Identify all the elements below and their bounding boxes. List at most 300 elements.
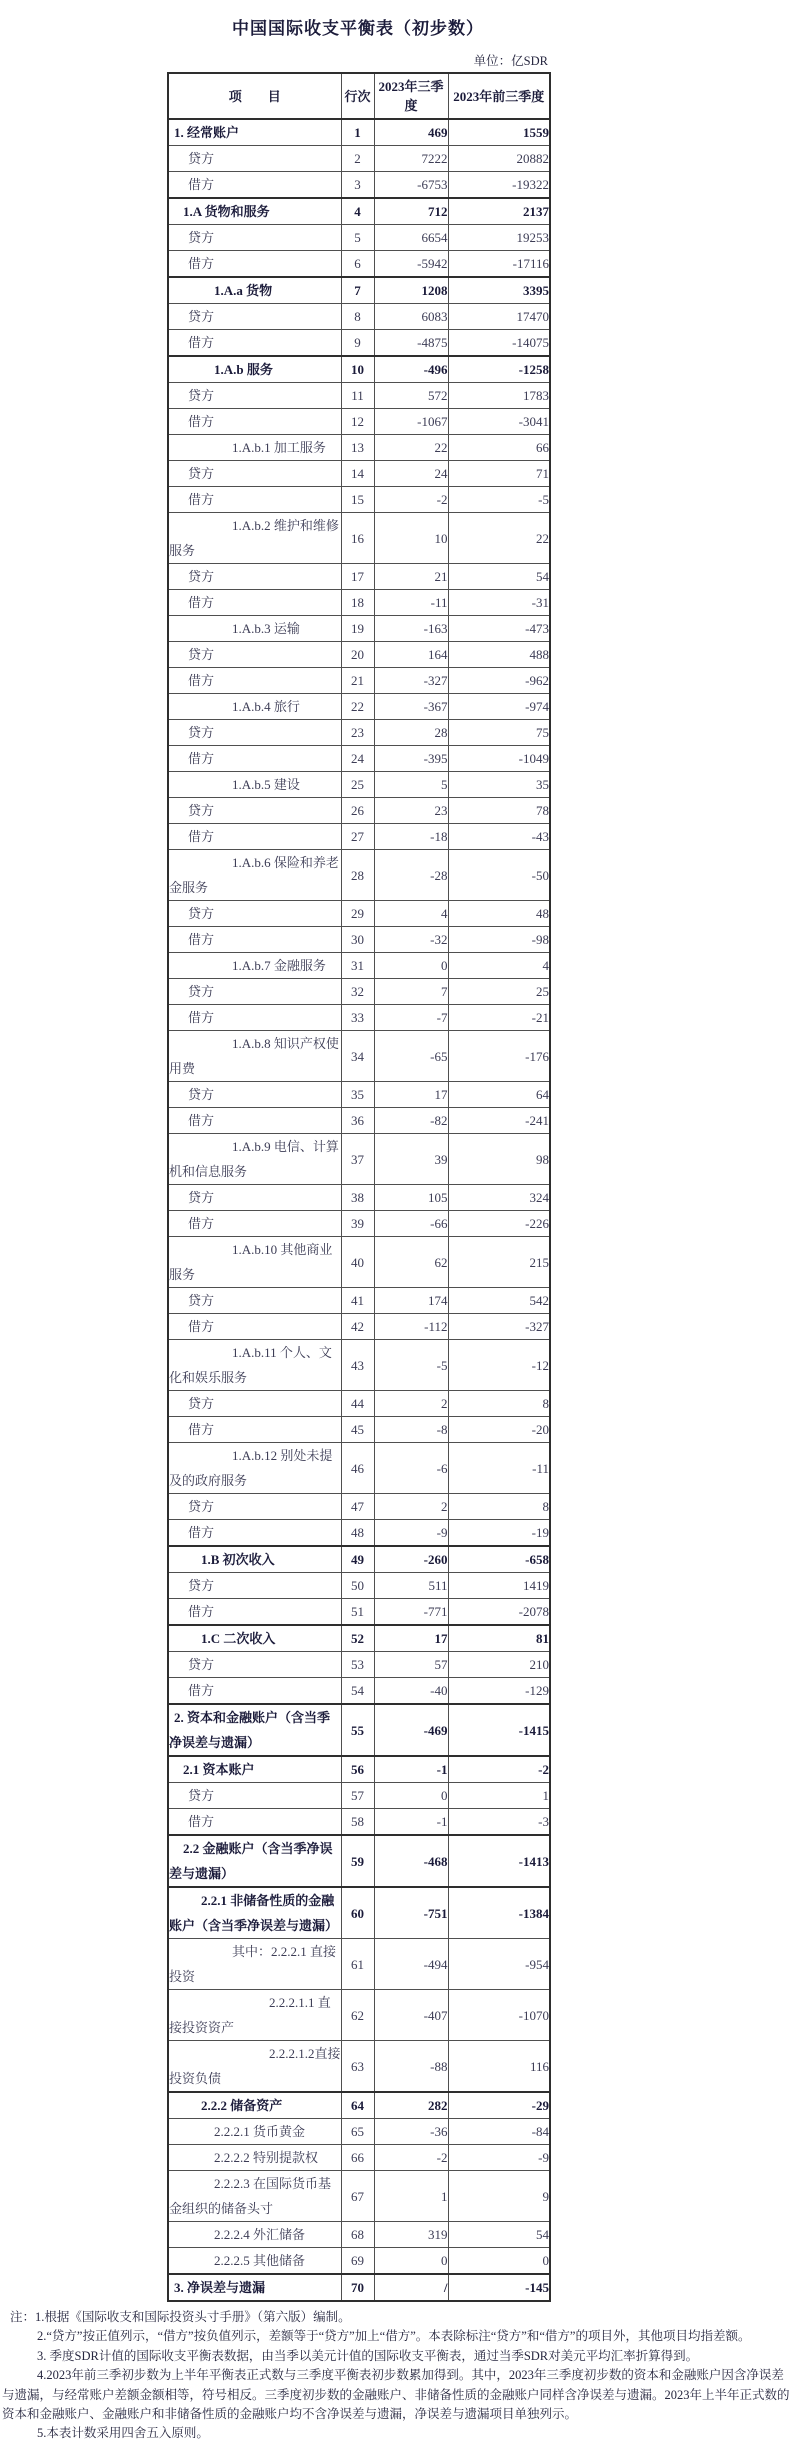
ytd-value-cell: -176: [448, 1031, 550, 1082]
table-row: [168, 1134, 550, 1185]
ytd-value-cell: -98: [448, 927, 550, 953]
table-row: [168, 1237, 550, 1288]
line-cell: 29: [341, 901, 374, 927]
ytd-value-cell: 81: [448, 1625, 550, 1652]
item-cell: 借方: [168, 746, 341, 772]
q3-value-cell: -327: [374, 668, 448, 694]
item-cell: 借方: [168, 1678, 341, 1705]
ytd-value-cell: -1070: [448, 1990, 550, 2041]
item-cell: 1.A.b.9 电信、计算机和信息服务: [168, 1134, 341, 1185]
line-cell: 25: [341, 772, 374, 798]
line-cell: 37: [341, 1134, 374, 1185]
table-row: [168, 1990, 550, 2041]
line-cell: 30: [341, 927, 374, 953]
ytd-value-cell: -2078: [448, 1599, 550, 1626]
ytd-value-cell: -21: [448, 1005, 550, 1031]
ytd-value-cell: 2137: [448, 198, 550, 225]
ytd-value-cell: -5: [448, 487, 550, 513]
table-row: [168, 2248, 550, 2275]
ytd-value-cell: 8: [448, 1391, 550, 1417]
ytd-value-cell: 1: [448, 1783, 550, 1809]
line-cell: 16: [341, 513, 374, 564]
line-cell: 58: [341, 1809, 374, 1836]
q3-value-cell: 62: [374, 1237, 448, 1288]
line-cell: 32: [341, 979, 374, 1005]
ytd-value-cell: -20: [448, 1417, 550, 1443]
table-row: [168, 277, 550, 304]
table-row: [168, 356, 550, 383]
ytd-value-cell: -145: [448, 2274, 550, 2301]
line-cell: 42: [341, 1314, 374, 1340]
line-cell: 26: [341, 798, 374, 824]
table-row: [168, 2119, 550, 2145]
ytd-value-cell: 1559: [448, 119, 550, 146]
column-header-ytd: 2023年前三季度: [448, 73, 550, 119]
table-row: [168, 1756, 550, 1783]
q3-value-cell: 0: [374, 1783, 448, 1809]
q3-value-cell: -5942: [374, 251, 448, 278]
table-row: [168, 1520, 550, 1547]
item-cell: 贷方: [168, 979, 341, 1005]
ytd-value-cell: 542: [448, 1288, 550, 1314]
table-row: [168, 850, 550, 901]
ytd-value-cell: 22: [448, 513, 550, 564]
item-cell: 1.A.b.6 保险和养老金服务: [168, 850, 341, 901]
ytd-value-cell: -1258: [448, 356, 550, 383]
q3-value-cell: -6753: [374, 172, 448, 199]
q3-value-cell: -494: [374, 1939, 448, 1990]
item-cell: 借方: [168, 824, 341, 850]
item-cell: 借方: [168, 487, 341, 513]
footnote: 5.本表计数采用四舍五入原则。: [37, 2426, 209, 2441]
table-row: [168, 901, 550, 927]
line-cell: 13: [341, 435, 374, 461]
q3-value-cell: 1208: [374, 277, 448, 304]
line-cell: 70: [341, 2274, 374, 2301]
table-row: [168, 1809, 550, 1836]
line-cell: 64: [341, 2092, 374, 2119]
table-header-row: [168, 73, 550, 119]
table-row: [168, 1314, 550, 1340]
line-cell: 6: [341, 251, 374, 278]
line-cell: 10: [341, 356, 374, 383]
q3-value-cell: 5: [374, 772, 448, 798]
line-cell: 18: [341, 590, 374, 616]
item-cell: 贷方: [168, 461, 341, 487]
q3-value-cell: -468: [374, 1835, 448, 1887]
item-cell: 1.A 货物和服务: [168, 198, 341, 225]
table-row: [168, 1704, 550, 1756]
ytd-value-cell: -31: [448, 590, 550, 616]
item-cell: 借方: [168, 409, 341, 435]
q3-value-cell: -65: [374, 1031, 448, 1082]
item-cell: 2.2.2.4 外汇储备: [168, 2222, 341, 2248]
q3-value-cell: 174: [374, 1288, 448, 1314]
table-row: [168, 146, 550, 172]
q3-value-cell: -9: [374, 1520, 448, 1547]
table-row: [168, 119, 550, 146]
q3-value-cell: -4875: [374, 330, 448, 357]
ytd-value-cell: 9: [448, 2171, 550, 2222]
table-row: [168, 383, 550, 409]
table-row: [168, 1939, 550, 1990]
ytd-value-cell: -327: [448, 1314, 550, 1340]
unit-label: 单位：亿SDR: [473, 54, 548, 68]
column-header-q3: 2023年三季度: [374, 73, 448, 119]
line-cell: 31: [341, 953, 374, 979]
item-cell: 1.A.b.4 旅行: [168, 694, 341, 720]
table-row: [168, 642, 550, 668]
ytd-value-cell: 66: [448, 435, 550, 461]
q3-value-cell: -2: [374, 2145, 448, 2171]
ytd-value-cell: -50: [448, 850, 550, 901]
ytd-value-cell: -962: [448, 668, 550, 694]
q3-value-cell: 7222: [374, 146, 448, 172]
table-row: [168, 1678, 550, 1705]
ytd-value-cell: -43: [448, 824, 550, 850]
item-cell: 3. 净误差与遗漏: [168, 2274, 341, 2301]
page-title: 中国国际收支平衡表（初步数）: [232, 19, 484, 38]
q3-value-cell: 572: [374, 383, 448, 409]
ytd-value-cell: 210: [448, 1652, 550, 1678]
line-cell: 27: [341, 824, 374, 850]
ytd-value-cell: 71: [448, 461, 550, 487]
q3-value-cell: 22: [374, 435, 448, 461]
table-row: [168, 927, 550, 953]
item-cell: 1. 经常账户: [168, 119, 341, 146]
ytd-value-cell: 488: [448, 642, 550, 668]
item-cell: 借方: [168, 668, 341, 694]
ytd-value-cell: 215: [448, 1237, 550, 1288]
line-cell: 56: [341, 1756, 374, 1783]
line-cell: 14: [341, 461, 374, 487]
table-row: [168, 616, 550, 642]
q3-value-cell: -1: [374, 1809, 448, 1836]
item-cell: 1.A.b.12 别处未提及的政府服务: [168, 1443, 341, 1494]
q3-value-cell: 164: [374, 642, 448, 668]
q3-value-cell: 2: [374, 1494, 448, 1520]
item-cell: 2.2.2.1.1 直接投资资产: [168, 1990, 341, 2041]
item-cell: 2.2.2.5 其他储备: [168, 2248, 341, 2275]
table-row: [168, 225, 550, 251]
q3-value-cell: 6083: [374, 304, 448, 330]
table-row: [168, 564, 550, 590]
line-cell: 8: [341, 304, 374, 330]
line-cell: 46: [341, 1443, 374, 1494]
q3-value-cell: /: [374, 2274, 448, 2301]
ytd-value-cell: -241: [448, 1108, 550, 1134]
q3-value-cell: -163: [374, 616, 448, 642]
q3-value-cell: -66: [374, 1211, 448, 1237]
item-cell: 贷方: [168, 798, 341, 824]
q3-value-cell: -6: [374, 1443, 448, 1494]
footnote: 2.“贷方”按正值列示，“借方”按负值列示，差额等于“贷方”加上“借方”。本表除标注“贷方”和“借方”的项目外，其他项目均指差额。: [37, 2329, 751, 2344]
table-row: [168, 1288, 550, 1314]
footnote: 3. 季度SDR计值的国际收支平衡表数据，由当季以美元计值的国际收支平衡表，通过当季SDR对美元平均汇率折算得到。: [37, 2348, 699, 2363]
ytd-value-cell: -84: [448, 2119, 550, 2145]
line-cell: 48: [341, 1520, 374, 1547]
line-cell: 19: [341, 616, 374, 642]
q3-value-cell: -32: [374, 927, 448, 953]
table-row: [168, 1835, 550, 1887]
q3-value-cell: 1: [374, 2171, 448, 2222]
item-cell: 借方: [168, 1599, 341, 1626]
line-cell: 23: [341, 720, 374, 746]
line-cell: 63: [341, 2041, 374, 2093]
q3-value-cell: 469: [374, 119, 448, 146]
item-cell: 借方: [168, 1314, 341, 1340]
line-cell: 67: [341, 2171, 374, 2222]
q3-value-cell: -112: [374, 1314, 448, 1340]
column-header-item: 项 目: [168, 73, 341, 119]
line-cell: 69: [341, 2248, 374, 2275]
q3-value-cell: -395: [374, 746, 448, 772]
q3-value-cell: 6654: [374, 225, 448, 251]
table-row: [168, 1417, 550, 1443]
q3-value-cell: 2: [374, 1391, 448, 1417]
q3-value-cell: 4: [374, 901, 448, 927]
item-cell: 借方: [168, 1417, 341, 1443]
table-row: [168, 1082, 550, 1108]
table-row: [168, 979, 550, 1005]
item-cell: 1.B 初次收入: [168, 1546, 341, 1573]
line-cell: 2: [341, 146, 374, 172]
line-cell: 60: [341, 1887, 374, 1939]
ytd-value-cell: 64: [448, 1082, 550, 1108]
ytd-value-cell: 98: [448, 1134, 550, 1185]
table-row: [168, 1599, 550, 1626]
table-row: [168, 1005, 550, 1031]
item-cell: 1.A.b.7 金融服务: [168, 953, 341, 979]
table-row: [168, 824, 550, 850]
footnote: 4.2023年前三季初步数为上半年平衡表正式数与三季度平衡表初步数累加得到。其中，2023年三季度初步数的资本和金融账户因含净误差与遗漏，与经常账户差额金额相等，符号相反。三季度初步数的金融账户、非储备性质的金融账户同样含净误差与遗漏。2023年上半年正式数的资本和金融账户、金融账户和非储备性质的金融账户均不含净误差与遗漏，净误差与遗漏项目单独列示。: [2, 2368, 790, 2421]
table-row: [168, 1494, 550, 1520]
ytd-value-cell: 48: [448, 901, 550, 927]
footnotes: [0, 2308, 800, 2444]
item-cell: 贷方: [168, 304, 341, 330]
ytd-value-cell: 116: [448, 2041, 550, 2093]
q3-value-cell: 57: [374, 1652, 448, 1678]
ytd-value-cell: -19322: [448, 172, 550, 199]
line-cell: 44: [341, 1391, 374, 1417]
q3-value-cell: -1: [374, 1756, 448, 1783]
q3-value-cell: 105: [374, 1185, 448, 1211]
q3-value-cell: -2: [374, 487, 448, 513]
table-row: [168, 172, 550, 199]
ytd-value-cell: 1419: [448, 1573, 550, 1599]
line-cell: 39: [341, 1211, 374, 1237]
table-row: [168, 746, 550, 772]
line-cell: 51: [341, 1599, 374, 1626]
table-row: [168, 1211, 550, 1237]
line-cell: 62: [341, 1990, 374, 2041]
item-cell: 借方: [168, 172, 341, 199]
q3-value-cell: 7: [374, 979, 448, 1005]
table-row: [168, 251, 550, 278]
footnote: 注：1.根据《国际收支和国际投资头寸手册》（第六版）编制。: [10, 2310, 351, 2324]
ytd-value-cell: -2: [448, 1756, 550, 1783]
line-cell: 34: [341, 1031, 374, 1082]
item-cell: 借方: [168, 590, 341, 616]
line-cell: 59: [341, 1835, 374, 1887]
line-cell: 21: [341, 668, 374, 694]
ytd-value-cell: 1783: [448, 383, 550, 409]
q3-value-cell: 39: [374, 1134, 448, 1185]
q3-value-cell: -771: [374, 1599, 448, 1626]
table-row: [168, 1108, 550, 1134]
table-row: [168, 720, 550, 746]
ytd-value-cell: -3: [448, 1809, 550, 1836]
item-cell: 2.2 金融账户（含当季净误差与遗漏）: [168, 1835, 341, 1887]
table-row: [168, 590, 550, 616]
line-cell: 61: [341, 1939, 374, 1990]
line-cell: 3: [341, 172, 374, 199]
q3-value-cell: -11: [374, 590, 448, 616]
table-row: [168, 513, 550, 564]
table-row: [168, 694, 550, 720]
item-cell: 贷方: [168, 1652, 341, 1678]
line-cell: 54: [341, 1678, 374, 1705]
ytd-value-cell: -29: [448, 2092, 550, 2119]
line-cell: 50: [341, 1573, 374, 1599]
item-cell: 借方: [168, 1520, 341, 1547]
table-row: [168, 330, 550, 357]
item-cell: 贷方: [168, 1082, 341, 1108]
item-cell: 贷方: [168, 642, 341, 668]
ytd-value-cell: 54: [448, 2222, 550, 2248]
balance-of-payments-table: [167, 72, 551, 2302]
ytd-value-cell: -9: [448, 2145, 550, 2171]
ytd-value-cell: -473: [448, 616, 550, 642]
table-row: [168, 2041, 550, 2093]
q3-value-cell: 17: [374, 1625, 448, 1652]
ytd-value-cell: 75: [448, 720, 550, 746]
item-cell: 贷方: [168, 564, 341, 590]
table-row: [168, 1185, 550, 1211]
line-cell: 9: [341, 330, 374, 357]
table-body: [168, 119, 550, 2301]
table-row: [168, 2274, 550, 2301]
ytd-value-cell: 20882: [448, 146, 550, 172]
q3-value-cell: -36: [374, 2119, 448, 2145]
item-cell: 2.2.2.1 货币黄金: [168, 2119, 341, 2145]
line-cell: 35: [341, 1082, 374, 1108]
table-row: [168, 1391, 550, 1417]
q3-value-cell: -7: [374, 1005, 448, 1031]
table-row: [168, 1652, 550, 1678]
table-row: [168, 409, 550, 435]
q3-value-cell: -469: [374, 1704, 448, 1756]
q3-value-cell: -367: [374, 694, 448, 720]
item-cell: 2.2.2 储备资产: [168, 2092, 341, 2119]
q3-value-cell: 511: [374, 1573, 448, 1599]
line-cell: 22: [341, 694, 374, 720]
ytd-value-cell: -129: [448, 1678, 550, 1705]
table-row: [168, 198, 550, 225]
q3-value-cell: -260: [374, 1546, 448, 1573]
q3-value-cell: -407: [374, 1990, 448, 2041]
ytd-value-cell: 324: [448, 1185, 550, 1211]
item-cell: 贷方: [168, 720, 341, 746]
q3-value-cell: -28: [374, 850, 448, 901]
line-cell: 52: [341, 1625, 374, 1652]
q3-value-cell: -5: [374, 1340, 448, 1391]
table-row: [168, 2145, 550, 2171]
item-cell: 借方: [168, 1211, 341, 1237]
table-row: [168, 1031, 550, 1082]
item-cell: 1.C 二次收入: [168, 1625, 341, 1652]
item-cell: 贷方: [168, 146, 341, 172]
item-cell: 1.A.b.8 知识产权使用费: [168, 1031, 341, 1082]
q3-value-cell: 712: [374, 198, 448, 225]
item-cell: 贷方: [168, 1783, 341, 1809]
item-cell: 1.A.b.3 运输: [168, 616, 341, 642]
q3-value-cell: 319: [374, 2222, 448, 2248]
table-row: [168, 487, 550, 513]
q3-value-cell: 10: [374, 513, 448, 564]
ytd-value-cell: -11: [448, 1443, 550, 1494]
q3-value-cell: 24: [374, 461, 448, 487]
item-cell: 1.A.b.1 加工服务: [168, 435, 341, 461]
item-cell: 借方: [168, 251, 341, 278]
ytd-value-cell: -17116: [448, 251, 550, 278]
item-cell: 2.1 资本账户: [168, 1756, 341, 1783]
q3-value-cell: -751: [374, 1887, 448, 1939]
item-cell: 1.A.b.5 建设: [168, 772, 341, 798]
line-cell: 36: [341, 1108, 374, 1134]
ytd-value-cell: -954: [448, 1939, 550, 1990]
item-cell: 贷方: [168, 1288, 341, 1314]
q3-value-cell: -1067: [374, 409, 448, 435]
line-cell: 11: [341, 383, 374, 409]
ytd-value-cell: -226: [448, 1211, 550, 1237]
item-cell: 借方: [168, 927, 341, 953]
item-cell: 2. 资本和金融账户（含当季净误差与遗漏）: [168, 1704, 341, 1756]
item-cell: 1.A.b.2 维护和维修服务: [168, 513, 341, 564]
item-cell: 借方: [168, 1108, 341, 1134]
item-cell: 其中：2.2.2.1 直接投资: [168, 1939, 341, 1990]
item-cell: 贷方: [168, 1185, 341, 1211]
table-area: [167, 14, 549, 2302]
item-cell: 1.A.a 货物: [168, 277, 341, 304]
ytd-value-cell: 4: [448, 953, 550, 979]
q3-value-cell: 0: [374, 2248, 448, 2275]
item-cell: 贷方: [168, 1494, 341, 1520]
table-row: [168, 1573, 550, 1599]
table-row: [168, 953, 550, 979]
ytd-value-cell: -14075: [448, 330, 550, 357]
table-row: [168, 1625, 550, 1652]
table-row: [168, 1887, 550, 1939]
line-cell: 53: [341, 1652, 374, 1678]
q3-value-cell: -40: [374, 1678, 448, 1705]
line-cell: 43: [341, 1340, 374, 1391]
ytd-value-cell: 78: [448, 798, 550, 824]
ytd-value-cell: 19253: [448, 225, 550, 251]
ytd-value-cell: -3041: [448, 409, 550, 435]
table-row: [168, 1340, 550, 1391]
ytd-value-cell: -1049: [448, 746, 550, 772]
q3-value-cell: 17: [374, 1082, 448, 1108]
q3-value-cell: 282: [374, 2092, 448, 2119]
item-cell: 2.2.2.2 特别提款权: [168, 2145, 341, 2171]
line-cell: 1: [341, 119, 374, 146]
table-row: [168, 435, 550, 461]
line-cell: 40: [341, 1237, 374, 1288]
line-cell: 15: [341, 487, 374, 513]
item-cell: 贷方: [168, 383, 341, 409]
item-cell: 2.2.2.1.2直接投资负债: [168, 2041, 341, 2093]
